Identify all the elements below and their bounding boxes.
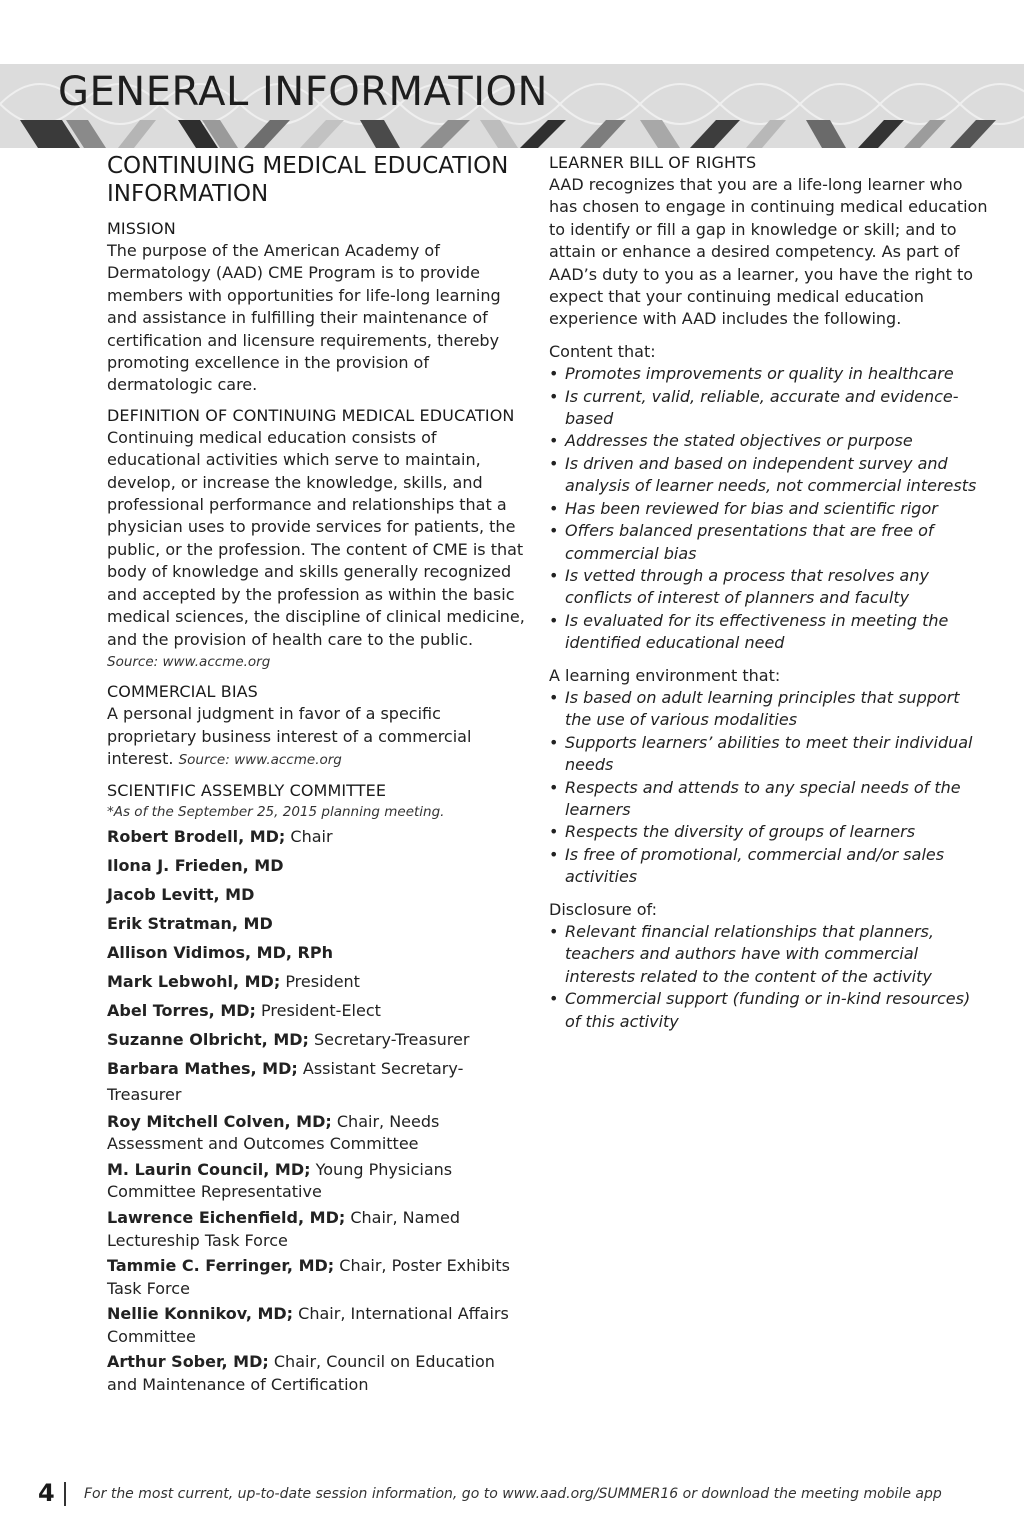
environment-label: A learning environment that: — [549, 665, 781, 685]
definition-text: Continuing medical education consists of educational activities which serve to maintain, develop, or increase the knowledge, skills, and professional performance and relationships that a physician uses to provide services for patients, the public, or the profession. The content of CME is that body of knowledge and skills generally recognized and accepted by the profession as within the basic medical sciences, the discipline of clinical medicine, and the provision of health care to the public. — [107, 427, 525, 649]
commercial-bias-body: A personal judgment in favor of a specific proprietary business interest of a commercial interest. — [107, 704, 472, 769]
footer-text: For the most current, up-to-date session information, go to www.aad.org/SUMMER16 or download the meeting mobile app — [84, 1486, 942, 1502]
committee-member — [107, 1207, 525, 1252]
page-number: 4 — [38, 1479, 55, 1507]
disclosure-list — [549, 921, 989, 1033]
list-item: • Supports learners’ abilities to meet their individual needs — [549, 732, 989, 777]
member-role: Assistant Secretary-Treasurer — [107, 1058, 464, 1104]
member-name: Erik Stratman, MD — [107, 913, 273, 933]
member-role: Secretary-Treasurer — [314, 1029, 470, 1049]
committee-member — [107, 998, 525, 1024]
committee-member — [107, 1159, 525, 1204]
footer-divider — [64, 1482, 66, 1506]
member-role: President-Elect — [261, 1000, 381, 1020]
left-column — [107, 152, 525, 1397]
content-list — [549, 363, 989, 654]
page-footer — [38, 1476, 998, 1512]
list-item: • Respects and attends to any special needs of the learners — [549, 777, 989, 822]
mission-text: The purpose of the American Academy of Dermatology (AAD) CME Program is to provide members with opportunities for life-long learning and assistance in fulfilling their maintenance of certification and licensure requirements, thereby promoting excellence in the provision of dermatologic care. — [107, 241, 501, 395]
member-name: Suzanne Olbricht, MD; — [107, 1029, 309, 1049]
committee-member — [107, 940, 525, 966]
member-role: Chair — [290, 826, 333, 846]
definition-heading: DEFINITION OF CONTINUING MEDICAL EDUCATION — [107, 405, 515, 425]
member-name: Mark Lebwohl, MD; — [107, 971, 281, 991]
member-name: Barbara Mathes, MD; — [107, 1058, 298, 1078]
member-name: M. Laurin Council, MD; — [107, 1159, 311, 1179]
content-label: Content that: — [549, 341, 656, 361]
list-item: • Is based on adult learning principles that support the use of various modalities — [549, 687, 989, 732]
list-item: • Offers balanced presentations that are free of commercial bias — [549, 520, 989, 565]
committee-member — [107, 824, 525, 850]
commercial-bias-text — [107, 703, 525, 771]
list-item: • Promotes improvements or quality in healthcare — [549, 363, 989, 385]
page-title: GENERAL INFORMATION — [58, 69, 548, 115]
committee-member — [107, 1111, 525, 1156]
right-column — [549, 152, 989, 1033]
member-name: Abel Torres, MD; — [107, 1000, 256, 1020]
member-role: Chair, Named Lectureship Task Force — [107, 1207, 461, 1250]
member-role: Chair, Poster Exhibits Task Force — [107, 1256, 510, 1298]
list-item: • Is free of promotional, commercial and/or sales activities — [549, 844, 989, 889]
member-name: Allison Vidimos, MD, RPh — [107, 942, 333, 962]
committee-member — [107, 911, 525, 937]
member-name: Nellie Konnikov, MD; — [107, 1304, 294, 1324]
member-name: Arthur Sober, MD; — [107, 1352, 269, 1372]
cme-section-title: CONTINUING MEDICAL EDUCATION INFORMATION — [107, 153, 509, 207]
member-role: President — [285, 971, 360, 991]
commercial-bias-heading: COMMERCIAL BIAS — [107, 682, 258, 702]
committee-member — [107, 882, 525, 908]
committee-heading: SCIENTIFIC ASSEMBLY COMMITTEE — [107, 780, 387, 800]
committee-note: *As of the September 25, 2015 planning meeting. — [107, 803, 445, 820]
committee-member — [107, 1056, 525, 1108]
member-role: Chair, Council on Education and Maintenance of Certification — [107, 1352, 495, 1395]
member-role: Young Physicians Committee Representative — [107, 1159, 453, 1202]
disclosure-label: Disclosure of: — [549, 899, 658, 919]
member-name: Ilona J. Frieden, MD — [107, 855, 284, 875]
committee-members — [107, 824, 525, 1397]
list-item: • Is driven and based on independent survey and analysis of learner needs, not commercial interests — [549, 453, 989, 498]
committee-member — [107, 1351, 525, 1396]
list-item: • Is vetted through a process that resolves any conflicts of interest of planners and faculty — [549, 565, 989, 610]
member-name: Robert Brodell, MD; — [107, 826, 286, 846]
member-name: Tammie C. Ferringer, MD; — [107, 1256, 335, 1276]
environment-list — [549, 687, 989, 889]
list-item: • Has been reviewed for bias and scientific rigor — [549, 498, 989, 520]
committee-member — [107, 969, 525, 995]
list-item: • Addresses the stated objectives or purpose — [549, 430, 989, 452]
definition-source: Source: www.accme.org — [107, 653, 271, 670]
member-name: Jacob Levitt, MD — [107, 884, 255, 904]
member-role: Chair, Needs Assessment and Outcomes Committee — [107, 1111, 440, 1154]
list-item: • Respects the diversity of groups of learners — [549, 821, 989, 843]
mission-heading: MISSION — [107, 219, 176, 238]
member-role: Chair, International Affairs Committee — [107, 1304, 509, 1346]
list-item: • Commercial support (funding or in-kind resources) of this activity — [549, 988, 989, 1033]
member-name: Roy Mitchell Colven, MD; — [107, 1111, 332, 1131]
committee-member — [107, 853, 525, 879]
commercial-bias-source: Source: www.accme.org — [178, 752, 342, 769]
bill-of-rights-heading: LEARNER BILL OF RIGHTS — [549, 153, 757, 172]
list-item: • Is current, valid, reliable, accurate and evidence-based — [549, 386, 989, 431]
committee-member — [107, 1255, 525, 1300]
bill-of-rights-intro: AAD recognizes that you are a life-long learner who has chosen to engage in continuing medical education to identify or fill a gap in knowledge or skill; and to attain or enhance a desired competency. As part of AAD’s duty to you as a learner, you have the right to expect that your continuing medical education experience with AAD includes the following. — [549, 175, 988, 329]
list-item: • Is evaluated for its effectiveness in meeting the identified educational need — [549, 610, 989, 655]
committee-member — [107, 1303, 525, 1348]
list-item: • Relevant financial relationships that planners, teachers and authors have with commercial interests related to the content of the activity — [549, 921, 989, 988]
member-name: Lawrence Eichenfield, MD; — [107, 1207, 346, 1227]
committee-member — [107, 1027, 525, 1053]
